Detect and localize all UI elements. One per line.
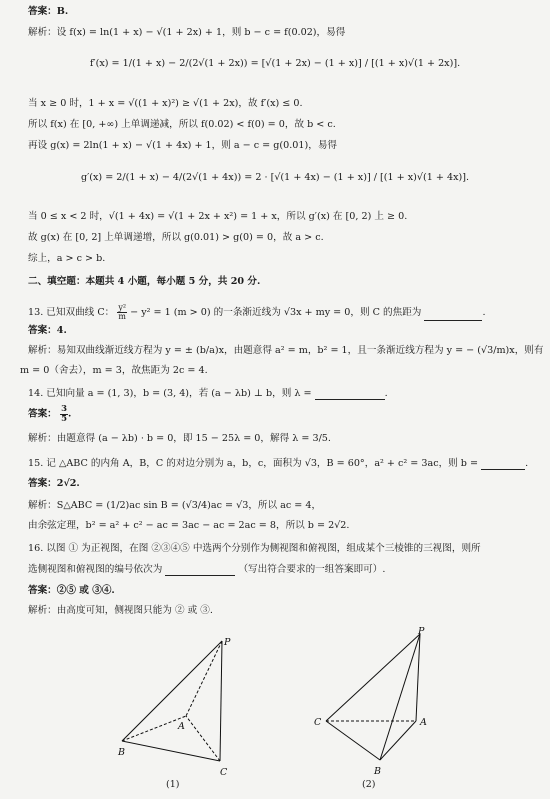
fig1-label-c: C bbox=[220, 767, 228, 778]
q14-answer-fraction: $\frac{3}{5}$ bbox=[61, 404, 68, 424]
q13-answer: 答案：4. bbox=[28, 325, 67, 336]
figure-1-pyramid bbox=[112, 633, 282, 793]
q13-answer-blank bbox=[424, 311, 482, 321]
q16-stem-2: 选侧视图和俯视图的编号依次为 （写出符合要求的一组答案即可）. bbox=[28, 564, 386, 575]
fig2-label-a: A bbox=[420, 717, 427, 728]
q16-answer-blank bbox=[165, 566, 235, 576]
q12-g-prime: g′(x) = 2/(1 + x) − 4/(2√(1 + 4x)) = 2 · [√(1 + 4x) − (1 + x)] / [(1 + x)√(1 + 4x)]. bbox=[80, 172, 470, 183]
q16-answer: 答案：②⑤ 或 ③④. bbox=[28, 585, 115, 596]
q15-explanation-2: 由余弦定理，b² = a² + c² − ac = 3ac − ac = 2ac = 8，所以 b = 2√2. bbox=[28, 520, 350, 531]
q13-stem-a: 13. 已知双曲线 C： bbox=[28, 307, 115, 318]
q15-stem: 15. 记 △ABC 的内角 A，B，C 的对边分别为 a，b，c，面积为 √3，B = 60°，a² + c² = 3ac，则 b = . bbox=[28, 458, 529, 469]
q16-explanation: 解析：由高度可知，侧视图只能为 ② 或 ③. bbox=[28, 605, 213, 616]
q12-line-3: 当 x ≥ 0 时，1 + x = √((1 + x)²) ≥ √(1 + 2x)，故 f′(x) ≤ 0. bbox=[28, 98, 303, 109]
q12-line-8: 故 g(x) 在 [0, 2] 上单调递增，所以 g(0.01) > g(0) = 0，故 a > c. bbox=[28, 232, 324, 243]
q12-line-4: 所以 f(x) 在 [0, +∞) 上单调递减，所以 f(0.02) < f(0) = 0，故 b < c. bbox=[28, 119, 336, 130]
q13-stem: 13. 已知双曲线 C： $\frac{\text{y²}}{m}$ − y² = 1 (m > 0) 的一条渐近线为 √3x + my = 0，则 C 的焦距为 . bbox=[28, 303, 486, 321]
q14-stem: 14. 已知向量 a = (1, 3)，b = (3, 4)，若 (a − λb) ⊥ b，则 λ = . bbox=[28, 388, 388, 399]
q15-explanation-1: 解析：S△ABC = (1/2)ac sin B = (√3/4)ac = √3，所以 ac = 4， bbox=[28, 500, 322, 511]
q12-f-prime: f′(x) = 1/(1 + x) − 2/(2√(1 + 2x)) = [√(1 + 2x) − (1 + x)] / [(1 + x)√(1 + 2x)]. bbox=[89, 58, 461, 69]
figure-2-pyramid bbox=[308, 622, 458, 782]
q12-line-7: 当 0 ≤ x < 2 时，√(1 + 4x) = √(1 + 2x + x²) = 1 + x，所以 g′(x) 在 [0, 2) 上 ≥ 0. bbox=[28, 211, 408, 222]
q14-answer: 答案： $\frac{3}{5}$ . bbox=[28, 404, 72, 424]
fig2-label-p: P bbox=[418, 626, 425, 637]
q13-fraction bbox=[117, 304, 127, 321]
q14-answer-blank bbox=[315, 390, 385, 400]
fig2-label-c: C bbox=[314, 717, 322, 728]
q13-stem-b: − y² = 1 (m > 0) 的一条渐近线为 √3x + my = 0，则 C 的焦距为 bbox=[130, 307, 422, 318]
q12-line-9: 综上，a > c > b. bbox=[28, 253, 106, 264]
fig1-label-b: B bbox=[118, 747, 125, 758]
q14-explanation: 解析：由题意得 (a − λb) · b = 0，即 15 − 25λ = 0，解得 λ = 3/5. bbox=[28, 433, 331, 444]
q12-line-1: 解析：设 f(x) = ln(1 + x) − √(1 + 2x) + 1，则 b − c = f(0.02)，易得 bbox=[28, 27, 346, 38]
q12-answer: 答案：B. bbox=[28, 6, 69, 17]
q13-explanation-2: m = 0（舍去），m = 3，故焦距为 2c = 4. bbox=[20, 365, 208, 376]
fig2-label-b: B bbox=[374, 766, 381, 777]
section-header: 二、填空题：本题共 4 小题，每小题 5 分，共 20 分. bbox=[28, 276, 261, 287]
figure-1-caption: (1) bbox=[166, 779, 180, 790]
q13-frac-den: m bbox=[118, 312, 126, 321]
fig1-label-a: A bbox=[178, 721, 185, 732]
q15-answer-blank bbox=[481, 460, 525, 470]
q15-answer: 答案：2√2. bbox=[28, 478, 80, 489]
q13-frac-num: y² bbox=[118, 303, 127, 312]
q13-explanation-1: 解析：易知双曲线渐近线方程为 y = ± (b/a)x，由题意得 a² = m，b² = 1，且一条渐近线方程为 y = − (√3/m)x，则有 bbox=[28, 345, 544, 356]
q16-stem-1: 16. 以图 ① 为正视图，在图 ②③④⑤ 中选两个分别作为侧视图和俯视图，组成某个三棱锥的三视图，则所 bbox=[28, 543, 481, 554]
fig1-label-p: P bbox=[224, 637, 231, 648]
q12-line-5: 再设 g(x) = 2ln(1 + x) − √(1 + 4x) + 1，则 a − c = g(0.01)，易得 bbox=[28, 140, 338, 151]
figure-2-caption: (2) bbox=[362, 779, 376, 790]
